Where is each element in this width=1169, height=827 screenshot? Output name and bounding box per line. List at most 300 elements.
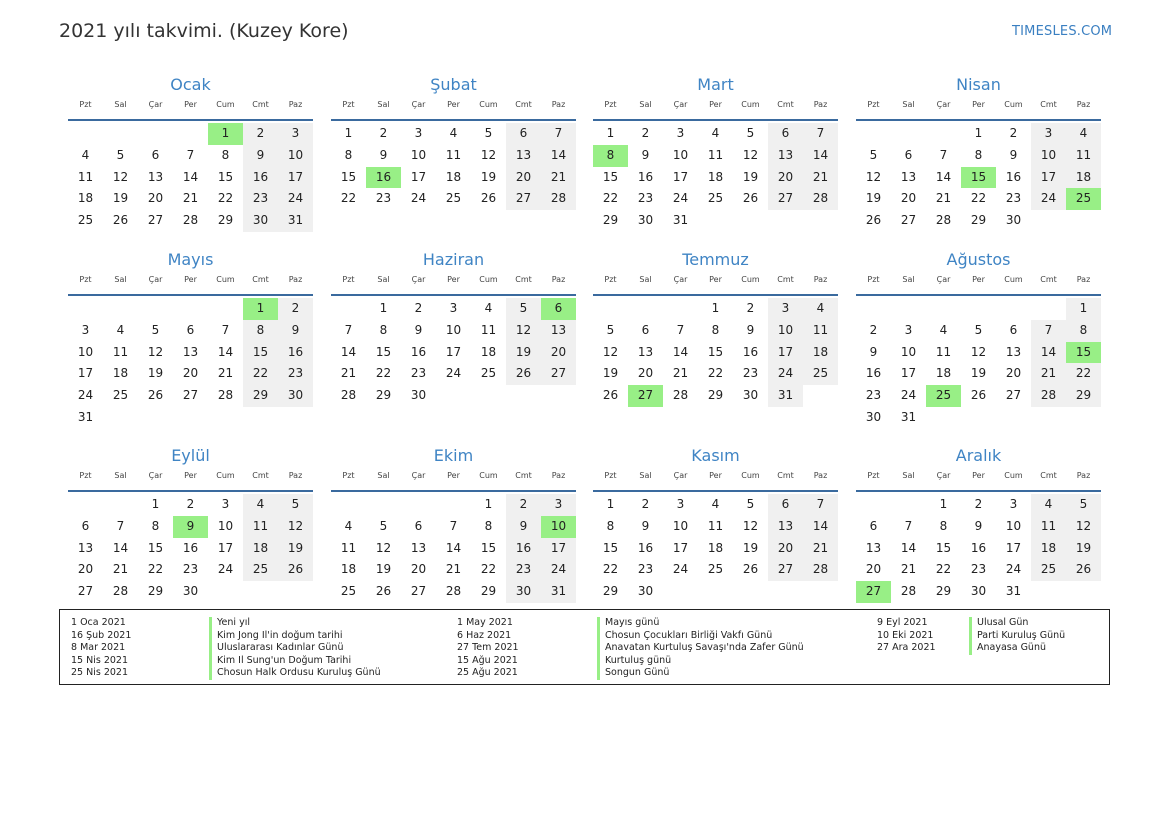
day-cell: 2: [414, 301, 423, 315]
empty-day-cell: [856, 123, 891, 145]
day-cell: 8: [379, 322, 388, 337]
month-title: Kasım: [691, 446, 740, 465]
empty-day-cell: [138, 298, 173, 320]
day-cell: 29: [1066, 385, 1101, 407]
day-cell: 28: [541, 188, 576, 210]
day-cell: 23: [278, 363, 313, 385]
month-8: [856, 248, 1101, 429]
holiday-date: 27 Ara 2021: [877, 642, 936, 653]
day-cell: 23: [1005, 191, 1022, 206]
weekday-name: Sal: [902, 100, 915, 109]
day-cell: 6: [768, 123, 803, 145]
weekday-name: Per: [447, 100, 460, 109]
month-title: Mart: [697, 75, 734, 94]
day-cell: 3: [676, 497, 685, 511]
day-cell: 6: [506, 123, 541, 145]
day-cell: 13: [768, 145, 803, 167]
day-cell: 5: [1066, 494, 1101, 516]
weekday-header: [68, 272, 313, 294]
weekday-header: [593, 97, 838, 119]
empty-day-cell: [331, 298, 366, 320]
day-cell: 1: [711, 301, 720, 315]
day-cell: 13: [1005, 344, 1022, 359]
weekday-name: Cmt: [777, 275, 794, 284]
day-cell: 11: [77, 169, 94, 184]
weekday-header: [68, 97, 313, 119]
weekday-name: Cum: [216, 471, 235, 480]
day-cell: 10: [77, 344, 94, 359]
day-cell: 24: [278, 188, 313, 210]
day-cell: 1: [606, 126, 615, 140]
weekday-name: Cum: [479, 471, 498, 480]
day-cell: 13: [768, 516, 803, 538]
weekday-name: Sal: [377, 471, 390, 480]
day-cell: 7: [1031, 320, 1066, 342]
day-cell: 1: [484, 497, 493, 511]
holiday-date: 8 Mar 2021: [71, 642, 126, 653]
day-cell: 13: [865, 540, 882, 555]
day-cell: 4: [344, 518, 353, 533]
day-cell: 15: [147, 540, 164, 555]
day-cell: 13: [77, 540, 94, 555]
day-cell: 10: [900, 344, 917, 359]
weekday-name: Per: [184, 471, 197, 480]
day-cell: 30: [410, 388, 427, 403]
holiday-date: 15 Nis 2021: [71, 654, 128, 666]
day-cell: 28: [900, 584, 917, 599]
day-cell: 2: [641, 497, 650, 511]
holiday-dates-column: [71, 617, 131, 680]
weekday-name: Cum: [1004, 275, 1023, 284]
day-cell: 31: [541, 581, 576, 603]
day-cell: 27: [410, 584, 427, 599]
holiday-date: 1 May 2021: [457, 617, 513, 628]
holiday-day-cell: 6: [541, 298, 576, 320]
day-cell: 5: [746, 497, 755, 511]
empty-day-cell: [436, 494, 471, 516]
weekday-name: Sal: [114, 275, 127, 284]
day-cell: 23: [865, 388, 882, 403]
day-cell: 22: [480, 562, 497, 577]
day-cell: 7: [449, 518, 458, 533]
day-cell: 23: [506, 559, 541, 581]
day-cell: 11: [480, 322, 497, 337]
day-cell: 10: [445, 322, 462, 337]
day-cell: 25: [707, 562, 724, 577]
day-cell: 7: [676, 322, 685, 337]
day-cell: 6: [869, 518, 878, 533]
day-cell: 22: [1066, 363, 1101, 385]
holiday-name: Kim Jong Il'in doğum tarihi: [209, 630, 381, 643]
weekday-name: Çar: [936, 100, 951, 109]
day-cell: 21: [1031, 363, 1066, 385]
day-cell: 4: [449, 126, 458, 140]
day-cell: 12: [147, 344, 164, 359]
weekday-name: Paz: [1076, 275, 1091, 284]
day-cell: 6: [186, 322, 195, 337]
day-cell: 25: [803, 363, 838, 385]
empty-day-cell: [856, 494, 891, 516]
holiday-day-cell: 10: [541, 516, 576, 538]
holiday-dates-column: [877, 617, 936, 655]
day-cell: 21: [803, 538, 838, 560]
month-1: [68, 73, 313, 232]
day-cell: 12: [742, 147, 759, 162]
day-cell: 6: [151, 147, 160, 162]
day-cell: 2: [186, 497, 195, 511]
weekday-name: Cum: [216, 100, 235, 109]
weekday-name: Pzt: [867, 275, 880, 284]
weekday-name: Sal: [114, 100, 127, 109]
month-10: [331, 444, 576, 603]
day-cell: 12: [480, 147, 497, 162]
day-cell: 2: [278, 298, 313, 320]
day-cell: 8: [974, 147, 983, 162]
weekday-name: Pzt: [604, 100, 617, 109]
day-cell: 21: [445, 562, 462, 577]
weekday-name: Paz: [1076, 471, 1091, 480]
weekday-name: Çar: [673, 275, 688, 284]
weekday-name: Cum: [741, 100, 760, 109]
day-cell: 11: [935, 344, 952, 359]
day-cell: 20: [410, 562, 427, 577]
weekday-name: Cmt: [515, 471, 532, 480]
empty-day-cell: [331, 494, 366, 516]
day-cell: 16: [506, 538, 541, 560]
day-cell: 29: [602, 213, 619, 228]
weekday-name: Paz: [288, 471, 303, 480]
weekday-name: Cmt: [1040, 100, 1057, 109]
day-cell: 25: [112, 388, 129, 403]
day-cell: 1: [939, 497, 948, 511]
weekday-name: Cmt: [777, 100, 794, 109]
day-cell: 23: [637, 562, 654, 577]
day-cell: 31: [900, 409, 917, 424]
day-cell: 1: [1066, 298, 1101, 320]
day-cell: 23: [243, 188, 278, 210]
day-cell: 22: [970, 191, 987, 206]
holiday-date: 16 Şub 2021: [71, 629, 132, 641]
empty-day-cell: [401, 494, 436, 516]
holiday-day-cell: 25: [926, 385, 961, 407]
empty-day-cell: [103, 123, 138, 145]
day-cell: 15: [602, 540, 619, 555]
day-cell: 11: [707, 518, 724, 533]
empty-day-cell: [103, 298, 138, 320]
day-cell: 11: [112, 344, 129, 359]
day-cell: 31: [278, 210, 313, 232]
day-cell: 29: [480, 584, 497, 599]
day-cell: 26: [602, 388, 619, 403]
month-title: Temmuz: [682, 250, 749, 269]
day-cell: 20: [1005, 366, 1022, 381]
day-grid: [68, 296, 313, 429]
weekday-name: Pzt: [867, 100, 880, 109]
day-cell: 15: [935, 540, 952, 555]
holiday-name: Yeni yıl: [209, 617, 381, 630]
day-cell: 4: [711, 126, 720, 140]
day-cell: 10: [672, 518, 689, 533]
day-cell: 30: [637, 213, 654, 228]
holiday-day-cell: 15: [961, 167, 996, 189]
day-cell: 19: [602, 366, 619, 381]
day-cell: 28: [935, 213, 952, 228]
brand-link[interactable]: TIMESLES.COM: [1012, 24, 1113, 39]
day-cell: 9: [414, 322, 423, 337]
day-cell: 18: [112, 366, 129, 381]
day-cell: 29: [935, 584, 952, 599]
day-cell: 25: [445, 191, 462, 206]
day-cell: 27: [768, 188, 803, 210]
weekday-name: Sal: [639, 275, 652, 284]
day-cell: 4: [1066, 123, 1101, 145]
empty-day-cell: [891, 494, 926, 516]
empty-day-cell: [208, 298, 243, 320]
day-cell: 3: [449, 301, 458, 315]
month-title: Mayıs: [167, 250, 214, 269]
day-cell: 12: [375, 540, 392, 555]
day-cell: 25: [77, 213, 94, 228]
day-cell: 24: [672, 562, 689, 577]
empty-day-cell: [926, 298, 961, 320]
day-cell: 4: [711, 497, 720, 511]
day-cell: 20: [865, 562, 882, 577]
holiday-day-cell: 1: [243, 298, 278, 320]
day-cell: 22: [217, 191, 234, 206]
day-cell: 3: [1031, 123, 1066, 145]
empty-day-cell: [593, 298, 628, 320]
day-cell: 21: [217, 366, 234, 381]
day-cell: 24: [541, 559, 576, 581]
day-cell: 27: [900, 213, 917, 228]
weekday-name: Paz: [813, 471, 828, 480]
day-cell: 27: [1005, 388, 1022, 403]
day-cell: 19: [506, 342, 541, 364]
holiday-date: 10 Eki 2021: [877, 629, 934, 641]
weekday-name: Cmt: [252, 471, 269, 480]
day-cell: 3: [541, 494, 576, 516]
day-cell: 15: [602, 169, 619, 184]
holiday-name: Kim Il Sung'un Doğum Tarihi: [209, 655, 381, 668]
day-cell: 24: [217, 562, 234, 577]
day-cell: 4: [484, 301, 493, 315]
day-cell: 22: [243, 363, 278, 385]
day-cell: 15: [707, 344, 724, 359]
day-cell: 9: [379, 147, 388, 162]
day-cell: 17: [278, 167, 313, 189]
weekday-name: Cum: [479, 100, 498, 109]
month-title: Haziran: [422, 250, 485, 269]
weekday-name: Sal: [902, 471, 915, 480]
day-cell: 21: [112, 562, 129, 577]
day-cell: 22: [707, 366, 724, 381]
day-cell: 4: [116, 322, 125, 337]
day-cell: 15: [480, 540, 497, 555]
weekday-name: Pzt: [79, 471, 92, 480]
day-cell: 26: [865, 213, 882, 228]
day-cell: 10: [410, 147, 427, 162]
day-grid: [68, 121, 313, 232]
day-cell: 12: [1066, 516, 1101, 538]
day-cell: 16: [742, 344, 759, 359]
day-cell: 10: [768, 320, 803, 342]
day-cell: 28: [1031, 385, 1066, 407]
day-cell: 18: [707, 540, 724, 555]
holiday-name: Chosun Halk Ordusu Kuruluş Günü: [209, 667, 381, 680]
day-cell: 20: [541, 342, 576, 364]
holiday-date: 6 Haz 2021: [457, 629, 512, 641]
day-cell: 14: [340, 344, 357, 359]
weekday-name: Sal: [639, 471, 652, 480]
day-cell: 30: [1005, 213, 1022, 228]
day-cell: 11: [707, 147, 724, 162]
day-cell: 2: [1009, 126, 1018, 140]
day-cell: 29: [707, 388, 724, 403]
holiday-day-cell: 8: [593, 145, 628, 167]
month-title: Eylül: [171, 446, 210, 465]
day-cell: 27: [182, 388, 199, 403]
day-cell: 13: [637, 344, 654, 359]
day-cell: 21: [672, 366, 689, 381]
day-cell: 18: [445, 169, 462, 184]
day-cell: 7: [344, 322, 353, 337]
weekday-name: Per: [972, 100, 985, 109]
day-cell: 14: [900, 540, 917, 555]
day-cell: 6: [81, 518, 90, 533]
day-cell: 6: [414, 518, 423, 533]
weekday-name: Cum: [741, 275, 760, 284]
month-6: [331, 248, 576, 407]
day-cell: 13: [900, 169, 917, 184]
weekday-name: Per: [447, 275, 460, 284]
day-cell: 4: [939, 322, 948, 337]
day-cell: 19: [112, 191, 129, 206]
month-9: [68, 444, 313, 603]
day-cell: 12: [602, 344, 619, 359]
day-cell: 1: [344, 126, 353, 140]
empty-day-cell: [366, 494, 401, 516]
weekday-name: Çar: [936, 471, 951, 480]
day-cell: 31: [672, 213, 689, 228]
day-cell: 6: [904, 147, 913, 162]
day-cell: 30: [243, 210, 278, 232]
day-cell: 28: [217, 388, 234, 403]
day-cell: 3: [278, 123, 313, 145]
day-cell: 15: [217, 169, 234, 184]
day-cell: 31: [1005, 584, 1022, 599]
day-cell: 8: [606, 518, 615, 533]
day-cell: 4: [81, 147, 90, 162]
day-cell: 12: [970, 344, 987, 359]
weekday-name: Çar: [148, 275, 163, 284]
month-title: Aralık: [955, 446, 1002, 465]
holiday-day-cell: 9: [173, 516, 208, 538]
day-cell: 26: [147, 388, 164, 403]
weekday-name: Paz: [551, 275, 566, 284]
day-cell: 30: [182, 584, 199, 599]
day-cell: 28: [112, 584, 129, 599]
day-cell: 26: [375, 584, 392, 599]
day-cell: 30: [970, 584, 987, 599]
day-cell: 7: [803, 494, 838, 516]
day-cell: 25: [707, 191, 724, 206]
day-cell: 19: [278, 538, 313, 560]
day-cell: 24: [410, 191, 427, 206]
day-cell: 11: [1031, 516, 1066, 538]
weekday-name: Cum: [1004, 100, 1023, 109]
day-cell: 21: [541, 167, 576, 189]
weekday-name: Cmt: [252, 100, 269, 109]
day-cell: 25: [1031, 559, 1066, 581]
day-cell: 2: [506, 494, 541, 516]
day-cell: 8: [344, 147, 353, 162]
day-cell: 28: [340, 388, 357, 403]
day-cell: 18: [1031, 538, 1066, 560]
holiday-date: 25 Ağu 2021: [457, 667, 518, 678]
month-5: [68, 248, 313, 429]
weekday-name: Çar: [148, 471, 163, 480]
month-7: [593, 248, 838, 407]
day-cell: 5: [506, 298, 541, 320]
day-cell: 20: [182, 366, 199, 381]
day-cell: 5: [278, 494, 313, 516]
empty-day-cell: [173, 123, 208, 145]
day-cell: 17: [77, 366, 94, 381]
day-cell: 14: [541, 145, 576, 167]
day-cell: 17: [672, 540, 689, 555]
day-cell: 18: [935, 366, 952, 381]
day-cell: 2: [746, 301, 755, 315]
holiday-date: 27 Tem 2021: [457, 642, 519, 653]
weekday-header: [331, 468, 576, 490]
holiday-name: Parti Kuruluş Günü: [969, 630, 1065, 643]
holiday-name: Chosun Çocukları Birliği Vakfı Günü: [597, 630, 804, 643]
day-cell: 22: [935, 562, 952, 577]
empty-day-cell: [891, 298, 926, 320]
day-cell: 28: [803, 188, 838, 210]
day-cell: 12: [278, 516, 313, 538]
day-grid: [331, 121, 576, 210]
empty-day-cell: [103, 494, 138, 516]
day-cell: 19: [480, 169, 497, 184]
holiday-names-column: [209, 617, 381, 680]
day-cell: 28: [672, 388, 689, 403]
weekday-header: [331, 272, 576, 294]
day-cell: 5: [116, 147, 125, 162]
day-cell: 1: [974, 126, 983, 140]
day-cell: 3: [768, 298, 803, 320]
day-cell: 14: [445, 540, 462, 555]
day-cell: 24: [900, 388, 917, 403]
day-cell: 19: [1066, 538, 1101, 560]
day-cell: 12: [112, 169, 129, 184]
day-cell: 5: [484, 126, 493, 140]
day-cell: 10: [1005, 518, 1022, 533]
day-cell: 3: [676, 126, 685, 140]
day-cell: 16: [243, 167, 278, 189]
day-cell: 17: [445, 344, 462, 359]
day-cell: 19: [970, 366, 987, 381]
day-cell: 27: [147, 213, 164, 228]
day-cell: 20: [506, 167, 541, 189]
weekday-name: Paz: [1076, 100, 1091, 109]
day-cell: 21: [935, 191, 952, 206]
day-cell: 5: [379, 518, 388, 533]
day-cell: 16: [865, 366, 882, 381]
day-cell: 24: [445, 366, 462, 381]
weekday-name: Çar: [411, 100, 426, 109]
weekday-header: [856, 468, 1101, 490]
